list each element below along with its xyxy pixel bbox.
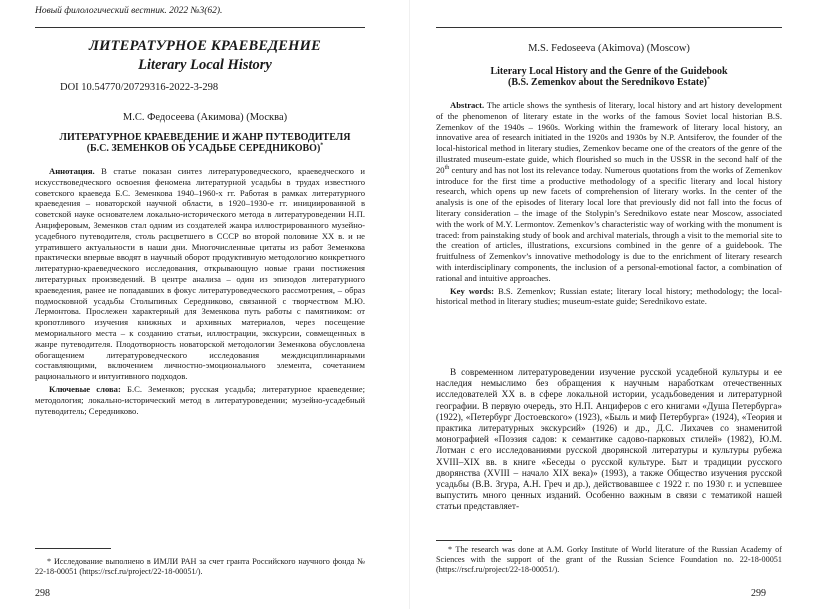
abstract-ru-paragraph bbox=[35, 166, 365, 382]
main-text bbox=[436, 368, 782, 514]
abstract-ru bbox=[35, 166, 365, 416]
abstract-en-paragraph bbox=[436, 100, 782, 284]
keywords-ru-text: Б.С. Земенков; русская усадьба; литературное краеведение; методология; локально-исторический метод в литературоведении; музейно-усадебный путеводитель; Середниково. bbox=[35, 383, 365, 416]
abstract-en-sup: th bbox=[444, 164, 450, 171]
title-en-line-2: (B.S. Zemenkov about the Serednikovo Estate) bbox=[508, 77, 707, 88]
author-en: M.S. Fedoseeva (Akimova) (Moscow) bbox=[528, 43, 690, 54]
keywords-en-label: Key words: bbox=[450, 285, 495, 296]
abstract-ru-text: В статье показан синтез литературоведческого, краеведческого и искусствоведческого освоения феномена литературной усадьбы в трудах известного советского краеведа Б.С. Земенкова 1940–1960-х гг. Работая в рамках литературного краеведения – новаторской научной области, в 1920–1930-е гг. инициированной в советской науке основателем локально-исторического метода в литературоведении Н.П. Анциферовым, Земенков стал одним из создателей жанра иллюстрированного музейно-усадебного путеводителя, столь расцветшего в СССР во второй половине XX в. и не утратившего актуальности в наши дни. Многочисленные цитаты из работ Земенкова практически впервые вводят в научный оборот продуктивную методологию конкретного литературно-краеведческого исследования, открывающую новые грани постижения литературных произведений. В центре анализа – один из эпизодов литературного краеведения, ранее не попадавших в фокус литературоведческого рассмотрения, – образ подмосковной усадьбы Столыпиных Середниково, связанной с творчеством М.Ю. Лермонтова. Прослежен характерный для Земенкова путь работы с памятником: от кропотливого изучения книжных и архивных материалов, через посещение мемориального места – к созданию статьи, иллюстрации, экскурсии, совмещенных в жанре путеводителя. Плодотворность новаторской методологии Земенкова обусловлена обогащением литературоведческого исследования междисциплинарными составляющими, включением личностно-эмоционального элемента, сочетанием рационального и интуитивного подходов. bbox=[35, 166, 366, 382]
keywords-ru-label: Ключевые слова: bbox=[49, 383, 121, 394]
title-ru-line-2: (Б.С. ЗЕМЕНКОВ ОБ УСАДЬБЕ СЕРЕДНИКОВО) bbox=[86, 143, 321, 154]
header-rule bbox=[35, 27, 365, 28]
doi: DOI 10.54770/20729316-2022-3-298 bbox=[60, 82, 219, 93]
title-ru-line-1: ЛИТЕРАТУРНОЕ КРАЕВЕДЕНИЕ И ЖАНР ПУТЕВОДИТЕЛЯ bbox=[59, 132, 351, 143]
page-number: 299 bbox=[751, 588, 766, 599]
keywords-en-paragraph bbox=[436, 286, 782, 308]
running-header: Новый филологический вестник. 2022 №3(62). bbox=[35, 6, 223, 16]
footnote-en: * The research was done at A.M. Gorky Institute of World literature of the Russian Academy of Sciences with the support of the grant of the Russian Science Foundation no. 22-18-00051 (https://rscf.ru/project/22-18-00051/). bbox=[436, 545, 782, 574]
main-text-paragraph: В современном литературоведении изучение русской усадебной культуры и ее наследия немыслимо без обращения к научным наработкам отечественных исследователей XX в. в сфере локальной истории, усадьбоведения и литературной географии. В первую очередь, это Н.П. Анциферов с его книгами «Душа Петербурга» (1922), «Петербург Достоевского» (1923), «Быль и миф Петербурга» (1924), «Теория и практика литературных экскурсий» (1926) и др., Д.С. Лихачев со знаменитой монографией «Поэзия садов: к семантике садово-парковых стилей» (1982), Ю.М. Лотман с его исследованиями русской дворянской литературы и культуры рубежа XVIII–XIX вв. в книге «Беседы о русской культуре. Быт и традиции русского дворянства (XVIII – начало XIX века)» (1993), а также Общество изучения русской усадьбы (В.В. Згура, А.Н. Греч и др.), действовавшее с 1922 г. по 1930 г. и успевшее выпустить много ценных изданий. Особенно важным в связи с тематикой нашей статьи представляет- bbox=[436, 368, 782, 513]
rubric-title-en: Literary Local History bbox=[138, 57, 272, 73]
abstract-en-label: Abstract. bbox=[450, 100, 485, 110]
abstract-en-text-a: The article shows the synthesis of literary, local history and art history development of the phenomenon of literary estate in the works of the famous Soviet local historian B.S. Zemenkov of the 1940s – 1960s. Working within the framework of literary local history, an innovative area of research initiated in the 1920s and 1930s by N.P. Antsiferov, the founder of the local-historical method in literary studies, Zemenkov became one of the creators of the genre of the illustrated museum-estate guide, which flourished so much in the USSR in the second half of the 20 bbox=[436, 100, 782, 175]
footnote-rule bbox=[436, 540, 512, 541]
footnote-rule bbox=[35, 548, 111, 549]
keywords-en-text: B.S. Zemenkov; Russian estate; literary local history; methodology; the local-historical method in literary studies; museum-estate guide; Serednikovo estate. bbox=[436, 285, 782, 307]
header-rule bbox=[436, 27, 782, 28]
abstract-ru-label: Аннотация. bbox=[49, 166, 95, 176]
footnote-mark: * bbox=[320, 142, 324, 149]
footnote-ru: * Исследование выполнено в ИМЛИ РАН за счет гранта Российского научного фонда № 22-18-00051 (https://rscf.ru/project/22-18-00051/). bbox=[35, 557, 365, 576]
article-title-ru bbox=[35, 132, 375, 154]
rubric-title-ru: ЛИТЕРАТУРНОЕ КРАЕВЕДЕНИЕ bbox=[88, 38, 321, 54]
article-title-en bbox=[436, 66, 782, 88]
title-en-line-1: Literary Local History and the Genre of the Guidebook bbox=[490, 66, 728, 77]
abstract-en bbox=[436, 100, 782, 307]
keywords-ru-paragraph bbox=[35, 384, 365, 416]
page-number: 298 bbox=[35, 588, 50, 599]
right-page bbox=[410, 0, 820, 609]
author-ru: М.С. Федосеева (Акимова) (Москва) bbox=[122, 112, 288, 123]
footnote-mark: * bbox=[707, 76, 710, 83]
abstract-en-text-b: century and has not lost its relevance today. Numerous quotations from the works of Zemenkov introduce for the first time a productive methodology of a specific literary and local history research, which opens up new facets of comprehension of literary works. In the center of the analysis is one of the episodes of literary local lore that previously did not fall into the focus of literary consideration – the image of the Stolypin’s Serednikovo estate near Moscow, associated with the work of M.Y. Lermontov. Zemenkov’s characteristic way of working with the monument is traced: from painstaking study of book and archival materials, through a visit to the memorial site to the creation of articles, illustrations, excursions combined in the genre of a guidebook. The fruitfulness of Zemenkov’s innovative methodology is due to the enrichment of literary research with interdisciplinary components, the inclusion of a personal-emotional factor, a combination of rational and intuitive approaches. bbox=[436, 164, 782, 283]
